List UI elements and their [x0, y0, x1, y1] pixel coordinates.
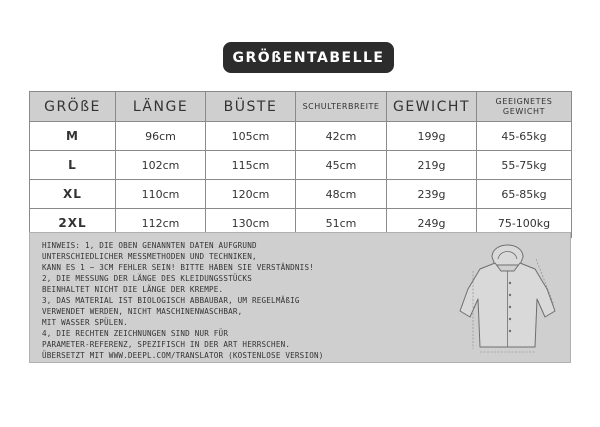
table-cell-suitable-weight: 55-75kg [477, 151, 572, 180]
note-line: MIT WASSER SPÜLEN. [42, 318, 128, 327]
header-shoulder-width: SCHULTERBREITE [296, 92, 387, 122]
note-line: ÜBERSETZT MIT WWW.DEEPL.COM/TRANSLATOR (KOSTENLOSE VERSION) [42, 351, 324, 360]
table-cell-length: 96cm [116, 122, 206, 151]
note-line: UNTERSCHIEDLICHER MESSMETHODEN UND TECHNIKEN, [42, 252, 257, 261]
table-cell-bust: 105cm [206, 122, 296, 151]
table-cell-size: XL [30, 180, 116, 209]
note-line: PARAMETER-REFERENZ, SPEZIFISCH IN DER ART HERRSCHEN. [42, 340, 291, 349]
table-cell-shoulder: 48cm [296, 180, 387, 209]
table-cell-size: 2XL [30, 209, 116, 238]
table-row [30, 122, 572, 151]
note-line: 3, DAS MATERIAL IST BIOLOGISCH ABBAUBAR, UM REGELMÄßIG [42, 296, 300, 305]
notes-panel [29, 232, 571, 363]
table-cell-suitable-weight: 65-85kg [477, 180, 572, 209]
note-line: BEINHALTET NICHT DIE LÄNGE DER KREMPE. [42, 285, 224, 294]
table-cell-bust: 130cm [206, 209, 296, 238]
header-bust: BÜSTE [206, 92, 296, 122]
note-line: HINWEIS: 1, DIE OBEN GENANNTEN DATEN AUFGRUND [42, 241, 257, 250]
table-cell-weight: 249g [387, 209, 477, 238]
table-cell-suitable-weight: 75-100kg [477, 209, 572, 238]
note-line: KANN ES 1 ~ 3CM FEHLER SEIN! BITTE HABEN SIE VERSTÄNDNIS! [42, 263, 314, 272]
note-line: VERWENDET WERDEN, NICHT MASCHINENWASCHBAR, [42, 307, 243, 316]
table-cell-length: 112cm [116, 209, 206, 238]
table-cell-length: 102cm [116, 151, 206, 180]
note-line: 4, DIE RECHTEN ZEICHNUNGEN SIND NUR FÜR [42, 329, 229, 338]
table-cell-bust: 120cm [206, 180, 296, 209]
header-suitable-weight: GEEIGNETES GEWICHT [477, 92, 572, 122]
table-cell-shoulder: 51cm [296, 209, 387, 238]
header-size: GRÖßE [30, 92, 116, 122]
table-cell-size: L [30, 151, 116, 180]
table-cell-weight: 199g [387, 122, 477, 151]
table-cell-size: M [30, 122, 116, 151]
note-line: 2, DIE MESSUNG DER LÄNGE DES KLEIDUNGSSTÜCKS [42, 274, 252, 283]
header-length: LÄNGE [116, 92, 206, 122]
table-cell-shoulder: 42cm [296, 122, 387, 151]
notes-text [42, 240, 447, 361]
table-cell-weight: 219g [387, 151, 477, 180]
raincoat-icon [450, 237, 565, 360]
table-row [30, 180, 572, 209]
header-weight: GEWICHT [387, 92, 477, 122]
page-title: GRÖßENTABELLE [223, 42, 394, 73]
table-header-row [30, 92, 572, 122]
table-cell-suitable-weight: 45-65kg [477, 122, 572, 151]
table-cell-shoulder: 45cm [296, 151, 387, 180]
table-cell-length: 110cm [116, 180, 206, 209]
table-row [30, 151, 572, 180]
table-cell-weight: 239g [387, 180, 477, 209]
size-chart-table [29, 91, 572, 238]
table-cell-bust: 115cm [206, 151, 296, 180]
